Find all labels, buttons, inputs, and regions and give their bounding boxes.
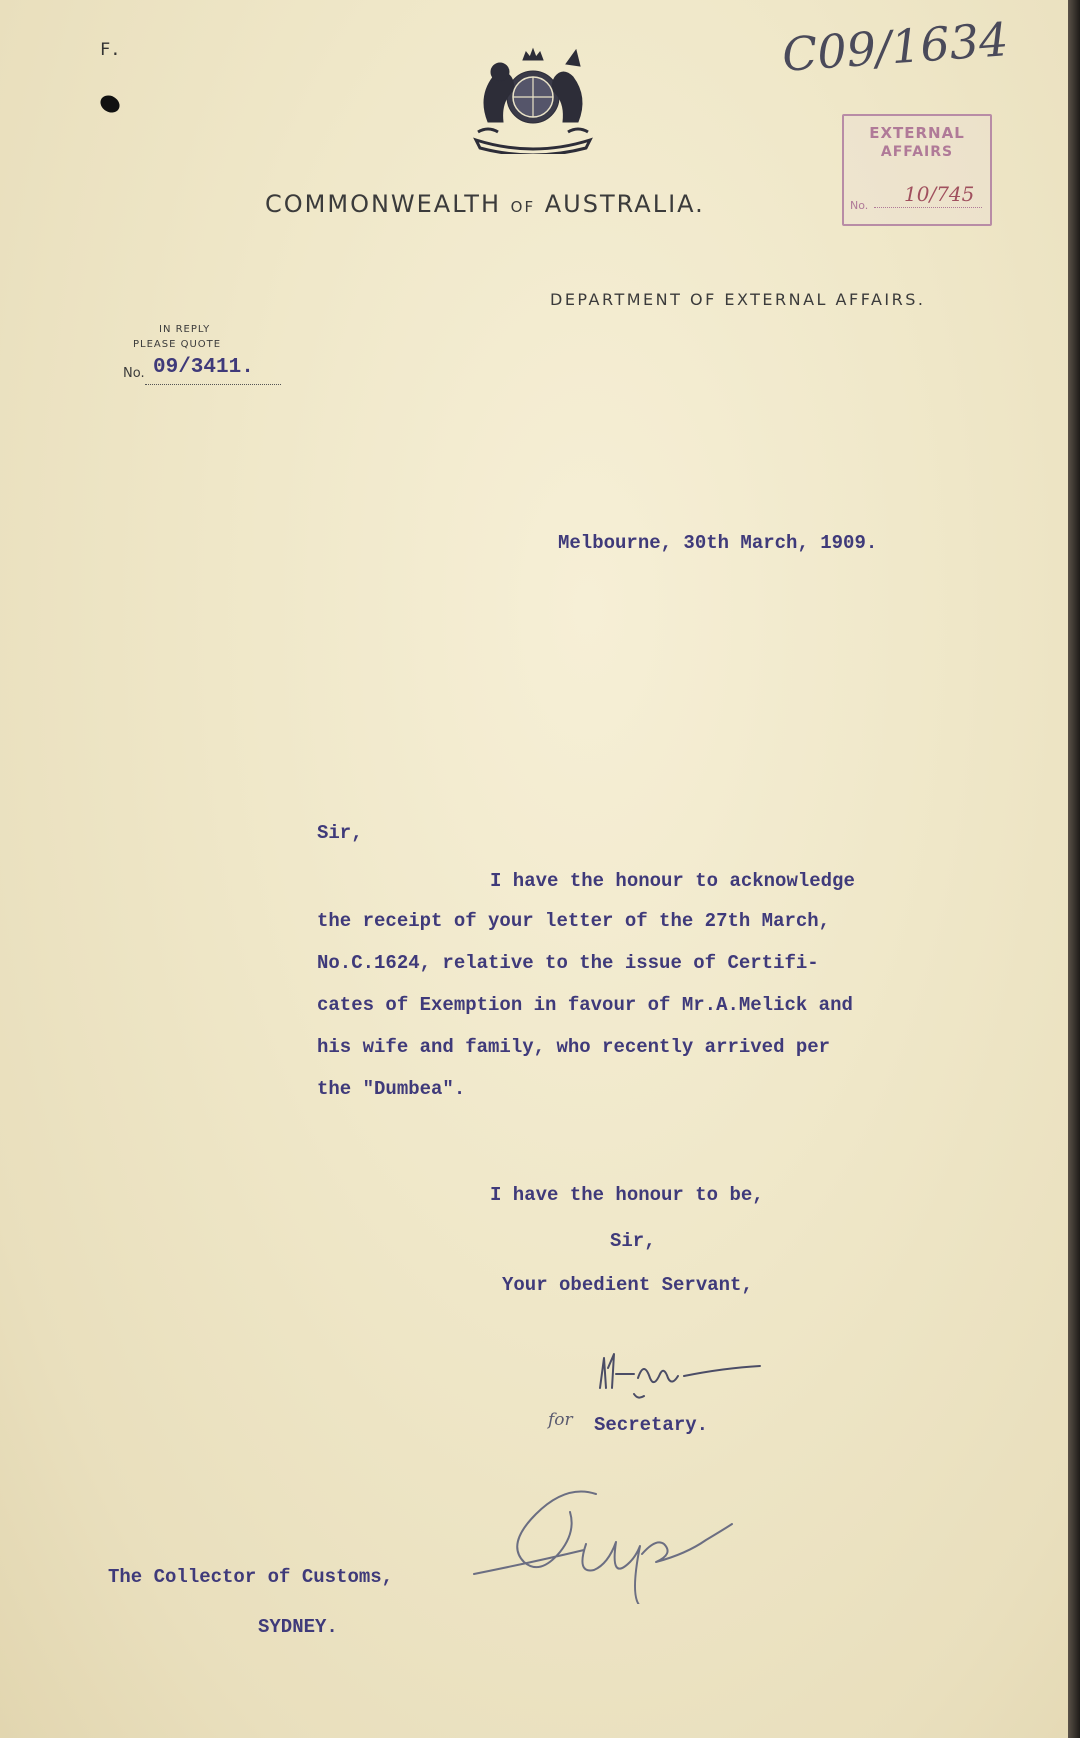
letter-date: Melbourne, 30th March, 1909. (558, 532, 878, 554)
department-heading: DEPARTMENT OF EXTERNAL AFFAIRS. (550, 290, 926, 309)
stamp-line-1: EXTERNAL (869, 124, 965, 142)
stamp-number-value: 10/745 (904, 182, 975, 206)
letterhead-title-of: OF (510, 198, 536, 216)
closing-line-2: Sir, (610, 1230, 656, 1252)
reply-number-value: 09/3411. (153, 356, 254, 379)
handwritten-signature (594, 1348, 764, 1404)
stamp-line-2: AFFAIRS (880, 144, 954, 160)
hole-punch-mark (97, 92, 122, 116)
reply-number-label: No. (123, 366, 145, 381)
body-line-4: cates of Exemption in favour of Mr.A.Melick and (317, 994, 853, 1016)
signature-prefix: for (548, 1410, 573, 1430)
reply-reference-box (123, 322, 283, 392)
signature-title: Secretary. (594, 1414, 709, 1436)
external-affairs-stamp (842, 114, 992, 226)
reply-number-line (145, 384, 281, 385)
body-line-6: the "Dumbea". (317, 1078, 466, 1100)
body-line-3: No.C.1624, relative to the issue of Certifi- (317, 952, 819, 974)
handwritten-file-number: C09/1634 (780, 12, 1010, 82)
handwritten-initials (466, 1484, 756, 1604)
body-line-2: the receipt of your letter of the 27th March, (317, 910, 831, 932)
reply-line-1: IN REPLY (159, 324, 211, 335)
corner-file-letter: F. (100, 40, 121, 60)
letterhead-title-part2: AUSTRALIA. (544, 190, 705, 218)
letterhead-title (265, 190, 705, 218)
body-line-1: I have the honour to acknowledge (490, 870, 855, 892)
body-line-5: his wife and family, who recently arrived per (317, 1036, 831, 1058)
salutation: Sir, (317, 822, 363, 844)
closing-line-3: Your obedient Servant, (502, 1274, 753, 1296)
addressee-line-2: SYDNEY. (258, 1616, 338, 1638)
reply-line-2: PLEASE QUOTE (133, 339, 222, 350)
coat-of-arms-icon (458, 42, 608, 154)
stamp-number-line (874, 207, 982, 208)
page-edge-shadow (1068, 0, 1080, 1738)
addressee-line-1: The Collector of Customs, (108, 1566, 394, 1588)
closing-line-1: I have the honour to be, (490, 1184, 764, 1206)
letterhead-title-part1: COMMONWEALTH (265, 190, 501, 218)
stamp-number-label: No. (850, 199, 869, 212)
